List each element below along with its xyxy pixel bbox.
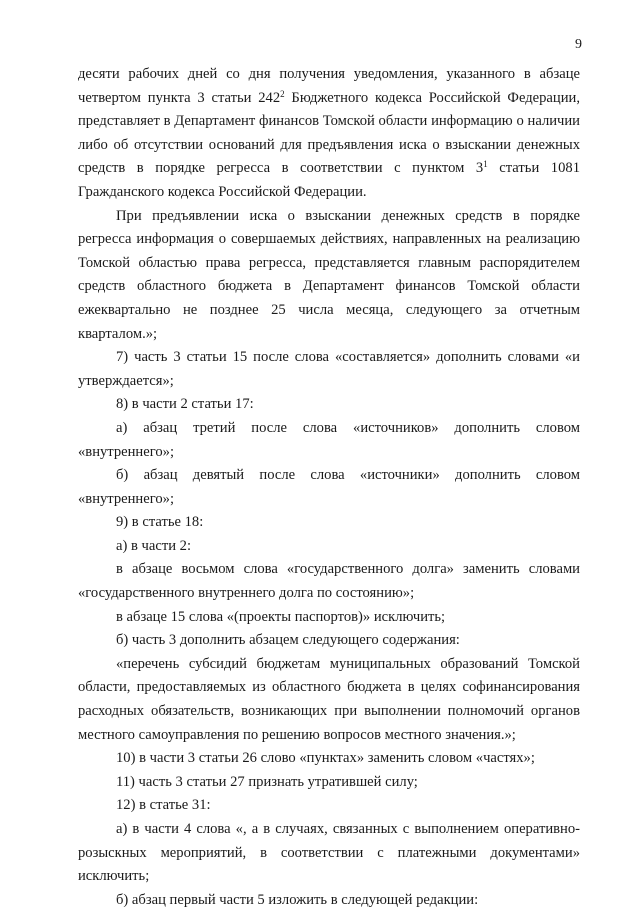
paragraph: б) абзац первый части 5 изложить в следующей редакции:: [116, 891, 479, 908]
paragraph: 8) в части 2 статьи 17:: [116, 396, 254, 413]
paragraph: 7) часть 3 статьи 15 после слова «составляется» дополнить словами «и утверждается»;: [78, 349, 580, 389]
text-segment: десяти рабочих дней со дня получения уведомления, указанного в абзаце четвертом пункта 3 статьи 242: [78, 66, 580, 106]
paragraph: б) часть 3 дополнить абзацем следующего содержания:: [116, 632, 460, 649]
paragraph: б) абзац девятый после слова «источники» дополнить словом «внутреннего»;: [78, 467, 580, 507]
paragraph: в абзаце восьмом слова «государственного долга» заменить словами «государственного внутреннего долга по состоянию»;: [78, 561, 580, 602]
superscript: 2: [280, 88, 285, 99]
page-number: 9: [575, 37, 582, 52]
document-body: [78, 63, 580, 912]
paragraph: 11) часть 3 статьи 27 признать утратившей силу;: [116, 773, 418, 790]
text-segment: статьи 1081 Гражданского кодекса Российской Федерации.: [78, 160, 580, 200]
text-segment: Бюджетного кодекса Российской Федерации, представляет в Департамент финансов Томской области информацию о наличии либо об отсутствии оснований для предъявления иска о взыскании денежных средств в порядке регресса в соответствии с пунктом 3: [78, 89, 580, 177]
paragraph: При предъявлении иска о взыскании денежных средств в порядке регресса информация о совершаемых действиях, направленных на реализацию Томской областью права регресса, представляется главным распорядителем средств областного бюджета в Департамент финансов Томской области ежеквартально не позднее 25 числа месяца, следующего за отчетным кварталом.»;: [78, 207, 580, 342]
paragraph: «перечень субсидий бюджетам муниципальных образований Томской области, предоставляемых из областного бюджета в целях софинансирования расходных обязательств, возникающих при выполнении полномочий органов местного самоуправления по решению вопросов местного значения.»;: [78, 655, 580, 743]
paragraph: 10) в части 3 статьи 26 слово «пунктах» заменить словом «частях»;: [116, 750, 535, 767]
paragraph: а) в части 2:: [116, 537, 192, 554]
paragraph: 12) в статье 31:: [116, 797, 211, 814]
paragraph: в абзаце 15 слова «(проекты паспортов)» исключить;: [116, 608, 446, 625]
superscript: 1: [483, 159, 488, 170]
paragraph: а) в части 4 слова «, а в случаях, связанных с выполнением оперативно-розыскных мероприятий, в соответствии с платежными документами» исключить;: [78, 821, 580, 885]
paragraph: а) абзац третий после слова «источников» дополнить словом «внутреннего»;: [78, 419, 580, 460]
paragraph-continuation: [78, 63, 580, 205]
paragraph: 9) в статье 18:: [116, 514, 204, 531]
